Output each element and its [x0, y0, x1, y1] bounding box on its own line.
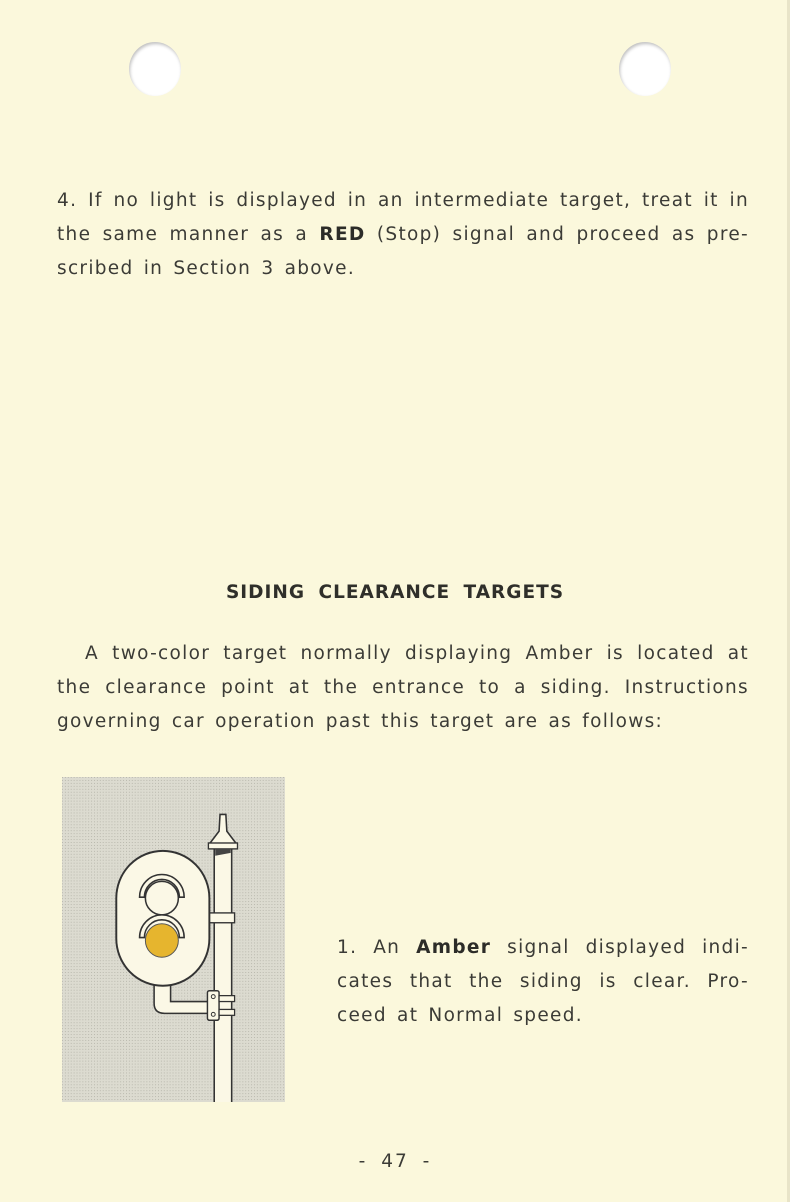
bracket-clamp	[207, 991, 219, 1021]
text: A two-color target normally displaying Amber is located at the clearance point at the entrance to a siding. Instructions governing car operation past this target are as follows:	[57, 643, 749, 732]
signal-target-illustration	[62, 777, 285, 1102]
signal-pole	[214, 848, 231, 1102]
amber-emphasis: Amber	[416, 937, 492, 958]
red-emphasis: RED	[319, 224, 366, 245]
siding-intro-paragraph	[57, 637, 749, 739]
binder-hole-right	[619, 42, 671, 96]
section-4-paragraph	[57, 184, 749, 286]
text: (Stop) signal and proceed as pre-scribed in Section 3 above.	[57, 224, 749, 279]
text: 4. If no light is displayed in an intermediate target, treat it in the same manner as a	[57, 190, 749, 245]
item-1-paragraph	[337, 931, 749, 1033]
text: signal displayed indi-cates that the siding is clear. Pro-ceed at Normal speed.	[337, 937, 749, 1026]
text: 1. An	[337, 937, 417, 958]
section-heading: SIDING CLEARANCE TARGETS	[225, 582, 565, 603]
page-number: - 47 -	[358, 1151, 432, 1172]
upper-lamp-unlit	[145, 881, 178, 914]
pole-collar	[208, 913, 234, 923]
amber-lamp-lit	[145, 924, 178, 957]
binder-hole-left	[129, 42, 181, 96]
